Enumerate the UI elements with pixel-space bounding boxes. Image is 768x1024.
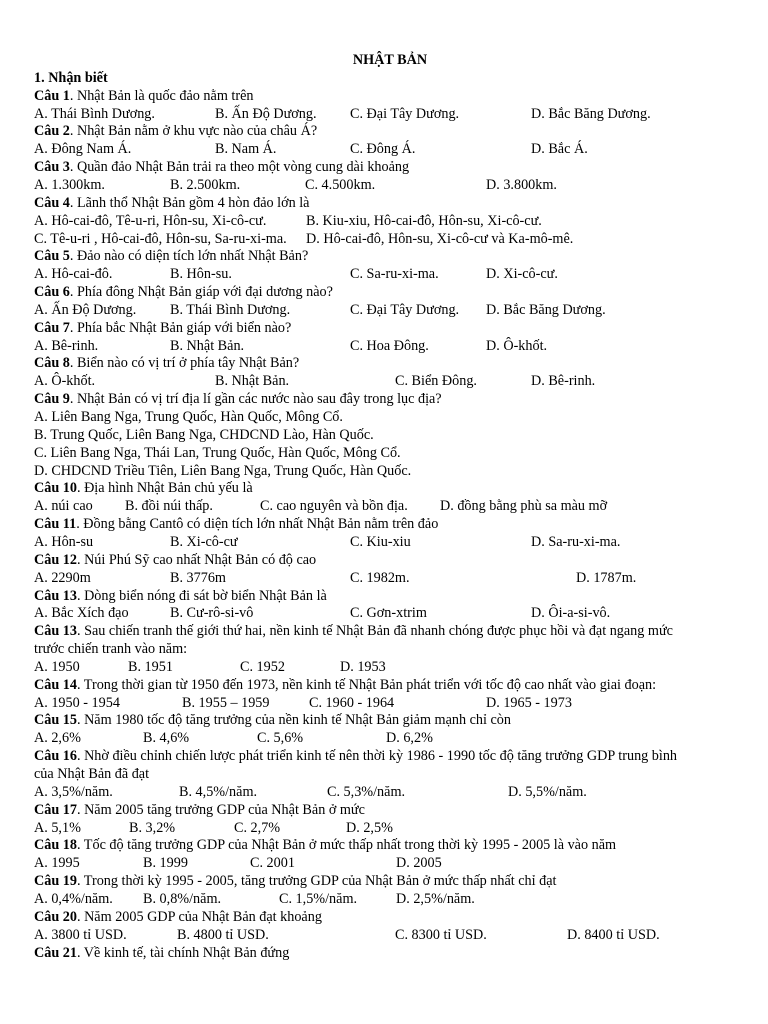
question-text: . Phía bắc Nhật Bản giáp với biển nào? (69, 319, 292, 336)
answer-option[interactable]: A. 1950 - 1954 (34, 694, 120, 711)
question-text: . Phía đông Nhật Bản giáp với đại dương nào? (69, 284, 333, 301)
answer-option[interactable]: B. 3776m (170, 569, 226, 586)
answer-option[interactable]: B. Thái Bình Dương. (170, 301, 291, 318)
answer-option[interactable]: C. 5,6% (257, 730, 304, 747)
answer-option[interactable]: A. 5,1% (34, 819, 81, 836)
question-stem (34, 391, 442, 409)
question-stem (34, 837, 616, 855)
answer-option[interactable]: A. Đông Nam Á. (34, 141, 132, 158)
answer-option[interactable]: A. Liên Bang Nga, Trung Quốc, Hàn Quốc, Mông Cổ. (34, 409, 343, 425)
question-number: Câu 8 (34, 355, 70, 372)
answer-option[interactable]: A. 1.300km. (34, 176, 105, 193)
question-text: . Nhờ điều chỉnh chiến lược phát triển kinh tế nên thời kỳ 1986 - 1990 tốc độ tăng trưởng GDP trung bình (76, 748, 678, 765)
answer-option[interactable]: A. Hôn-su (34, 533, 94, 550)
answer-option[interactable]: C. 8300 tỉ USD. (395, 926, 487, 943)
answer-option[interactable]: B. Nam Á. (215, 141, 277, 158)
section-heading: 1. Nhận biết (34, 69, 108, 86)
answer-option[interactable]: C. 1,5%/năm. (279, 890, 358, 907)
answer-option[interactable]: D. CHDCND Triều Tiên, Liên Bang Nga, Trung Quốc, Hàn Quốc. (34, 462, 412, 479)
question-stem (34, 623, 673, 641)
answer-option[interactable]: A. 1950 (34, 658, 80, 675)
answer-option[interactable]: C. Đông Á. (350, 141, 416, 158)
answer-option[interactable]: D. Ôi-a-si-vô. (531, 605, 611, 622)
answer-option[interactable]: D. 2005 (396, 855, 442, 872)
answer-option[interactable]: A. Bê-rinh. (34, 337, 99, 354)
answer-option[interactable]: D. Bắc Á. (531, 141, 588, 158)
question-stem (34, 712, 511, 730)
answer-option[interactable]: A. 0,4%/năm. (34, 890, 113, 907)
answer-option[interactable]: C. Liên Bang Nga, Thái Lan, Trung Quốc, Hàn Quốc, Mông Cổ. (34, 444, 401, 461)
answer-option[interactable]: A. Bắc Xích đạo (34, 605, 129, 622)
question-text: . Về kinh tế, tài chính Nhật Bản đứng (76, 944, 290, 961)
question-text: . Năm 2005 GDP của Nhật Bản đạt khoảng (76, 908, 322, 925)
answer-option[interactable]: B. đồi núi thấp. (125, 498, 213, 515)
question-text: . Nhật Bản là quốc đảo nằm trên (69, 87, 254, 104)
question-text: . Dòng biển nóng đi sát bờ biển Nhật Bản là (76, 587, 327, 604)
question-stem (34, 873, 556, 891)
question-text-continued: trước chiến tranh vào năm: (34, 641, 188, 658)
question-stem (34, 355, 299, 373)
page-title: NHẬT BẢN (352, 52, 428, 68)
question-text: . Đảo nào có diện tích lớn nhất Nhật Bản? (69, 248, 309, 265)
answer-option[interactable]: D. Ô-khốt. (486, 337, 548, 354)
question-text: . Lãnh thổ Nhật Bản gồm 4 hòn đảo lớn là (69, 194, 310, 211)
answer-option[interactable]: B. 1999 (143, 855, 188, 872)
answer-option[interactable]: C. 5,3%/năm. (327, 783, 406, 800)
answer-option[interactable]: D. 2,5% (346, 819, 393, 836)
answer-option[interactable]: D. Bê-rinh. (531, 373, 596, 390)
answer-option[interactable]: D. Xi-cô-cư. (486, 266, 558, 283)
question-text: . Quần đảo Nhật Bản trải ra theo một vòng cung dài khoảng (69, 159, 410, 176)
question-number: Câu 9 (34, 391, 70, 408)
answer-option[interactable]: C. 4.500km. (305, 176, 376, 193)
question-stem (34, 748, 677, 766)
answer-option[interactable]: A. 2,6% (34, 730, 81, 747)
question-stem (34, 677, 656, 695)
question-number: Câu 5 (34, 248, 70, 265)
answer-option[interactable]: A. 3,5%/năm. (34, 783, 113, 800)
answer-option[interactable]: B. Nhật Bản. (215, 373, 290, 390)
question-number: Câu 2 (34, 123, 70, 140)
question-text: . Năm 1980 tốc độ tăng trưởng của nền kinh tế Nhật Bản giảm mạnh chỉ còn (76, 712, 511, 729)
question-text: . Nhật Bản có vị trí địa lí gần các nước nào sau đây trong lục địa? (69, 391, 442, 408)
question-stem (34, 248, 308, 266)
answer-option[interactable]: D. 2,5%/năm. (396, 890, 475, 907)
answer-option[interactable]: D. Bắc Băng Dương. (486, 301, 606, 318)
answer-option[interactable]: C. Đại Tây Dương. (350, 105, 460, 122)
question-text: . Trong thời gian từ 1950 đến 1973, nền kinh tế Nhật Bản phát triển với tốc độ cao nhất vào giai đoạn: (76, 676, 657, 693)
question-number: Câu 14 (34, 676, 77, 693)
question-number: Câu 19 (34, 873, 77, 890)
answer-option[interactable]: A. núi cao (34, 498, 93, 515)
question-number: Câu 18 (34, 837, 77, 854)
question-stem (34, 123, 317, 141)
question-stem (34, 516, 438, 534)
question-text: . Sau chiến tranh thế giới thứ hai, nền kinh tế Nhật Bản đã nhanh chóng được phục hồi và đạt ngang mức (76, 623, 673, 640)
answer-option[interactable]: C. Sa-ru-xi-ma. (350, 266, 439, 283)
question-number: Câu 3 (34, 159, 70, 176)
answer-option[interactable]: B. Kiu-xiu, Hô-cai-đô, Hôn-su, Xi-cô-cư. (306, 212, 542, 229)
answer-option[interactable]: A. 2290m (34, 569, 91, 586)
answer-option[interactable]: B. 0,8%/năm. (143, 890, 222, 907)
answer-option[interactable]: C. Đại Tây Dương. (350, 301, 460, 318)
answer-option[interactable]: D. 1953 (340, 658, 386, 675)
question-stem (34, 945, 289, 963)
question-number: Câu 7 (34, 319, 70, 336)
question-text: . Trong thời kỳ 1995 - 2005, tăng trưởng GDP của Nhật Bản ở mức thấp nhất chỉ đạt (76, 873, 557, 890)
question-number: Câu 10 (34, 480, 77, 497)
question-text: . Địa hình Nhật Bản chủ yếu là (76, 480, 253, 497)
question-number: Câu 13 (34, 587, 77, 604)
question-text: . Nhật Bản nằm ở khu vực nào của châu Á? (69, 123, 318, 140)
question-stem (34, 909, 322, 927)
answer-option[interactable]: B. 2.500km. (170, 176, 241, 193)
answer-option[interactable]: B. Cư-rô-si-vô (170, 605, 254, 622)
question-number: Câu 16 (34, 748, 77, 765)
answer-option[interactable]: B. 1951 (128, 658, 173, 675)
answer-option[interactable]: C. Gơn-xtrim (350, 605, 427, 622)
question-stem (34, 284, 333, 302)
answer-option[interactable]: C. 2001 (250, 855, 295, 872)
answer-option[interactable]: C. 1982m. (350, 569, 410, 586)
answer-option[interactable]: C. Biển Đông. (395, 373, 477, 390)
question-stem (34, 320, 291, 338)
question-number: Câu 12 (34, 551, 77, 568)
answer-option[interactable]: C. 1960 - 1964 (309, 694, 395, 711)
question-text: . Biển nào có vị trí ở phía tây Nhật Bản? (69, 355, 300, 372)
answer-option[interactable]: A. 3800 tỉ USD. (34, 926, 127, 943)
answer-option[interactable]: C. Tê-u-ri , Hô-cai-đô, Hôn-su, Sa-ru-xi-ma. (34, 230, 287, 247)
question-stem (34, 588, 327, 606)
answer-option[interactable]: B. Trung Quốc, Liên Bang Nga, CHDCND Lào, Hàn Quốc. (34, 426, 374, 443)
answer-option[interactable]: B. Nhật Bản. (170, 337, 245, 354)
answer-option[interactable]: B. 4,6% (143, 730, 190, 747)
question-stem (34, 552, 316, 570)
answer-option[interactable]: B. Ấn Độ Dương. (215, 105, 317, 122)
answer-option[interactable]: D. Hô-cai-đô, Hôn-su, Xi-cô-cư và Ka-mô-mê. (306, 230, 574, 247)
answer-option[interactable]: B. Hôn-su. (170, 266, 232, 283)
answer-option[interactable]: C. cao nguyên và bồn địa. (260, 498, 408, 515)
answer-option[interactable]: A. Hô-cai-đô, Tê-u-ri, Hôn-su, Xi-cô-cư. (34, 212, 267, 229)
answer-option[interactable]: B. 3,2% (129, 819, 176, 836)
question-stem (34, 159, 409, 177)
question-number: Câu 1 (34, 87, 70, 104)
question-text: . Tốc độ tăng trưởng GDP của Nhật Bản ở mức thấp nhất trong thời kỳ 1995 - 2005 là vào năm (76, 837, 617, 854)
answer-option[interactable]: A. Ấn Độ Dương. (34, 301, 137, 318)
question-stem (34, 195, 309, 213)
answer-option[interactable]: B. 1955 – 1959 (182, 694, 270, 711)
answer-option[interactable]: D. đồng bằng phù sa màu mỡ (440, 498, 608, 515)
question-text: . Năm 2005 tăng trưởng GDP của Nhật Bản ở mức (76, 801, 365, 818)
question-number: Câu 20 (34, 908, 77, 925)
answer-option[interactable]: C. Kiu-xiu (350, 533, 411, 550)
question-text-continued: của Nhật Bản đã đạt (34, 766, 150, 782)
answer-option[interactable]: D. Bắc Băng Dương. (531, 105, 651, 122)
question-text: . Đồng bằng Cantô có diện tích lớn nhất Nhật Bản nằm trên đảo (76, 516, 439, 533)
question-number: Câu 17 (34, 801, 77, 818)
question-stem (34, 480, 253, 498)
question-number: Câu 15 (34, 712, 77, 729)
answer-option[interactable]: C. 1952 (240, 658, 285, 675)
answer-option[interactable]: A. 1995 (34, 855, 80, 872)
answer-option[interactable]: D. 8400 tỉ USD. (567, 926, 660, 943)
answer-option[interactable]: A. Thái Bình Dương. (34, 105, 155, 122)
answer-option[interactable]: D. 1787m. (576, 569, 637, 586)
question-number: Câu 21 (34, 944, 77, 961)
question-text: . Núi Phú Sỹ cao nhất Nhật Bản có độ cao (76, 551, 317, 568)
question-stem (34, 88, 253, 106)
answer-option[interactable]: C. 2,7% (234, 819, 281, 836)
answer-option[interactable]: A. Ô-khốt. (34, 373, 96, 390)
answer-option[interactable]: C. Hoa Đông. (350, 337, 429, 354)
answer-option[interactable]: D. 3.800km. (486, 176, 557, 193)
answer-option[interactable]: D. Sa-ru-xi-ma. (531, 533, 621, 550)
answer-option[interactable]: B. 4800 tỉ USD. (177, 926, 269, 943)
question-number: Câu 6 (34, 284, 70, 301)
answer-option[interactable]: A. Hô-cai-đô. (34, 266, 113, 283)
question-number: Câu 11 (34, 516, 77, 533)
question-number: Câu 4 (34, 194, 70, 211)
answer-option[interactable]: B. Xi-cô-cư (170, 533, 238, 550)
question-number: Câu 13 (34, 623, 77, 640)
answer-option[interactable]: D. 1965 - 1973 (486, 694, 572, 711)
answer-option[interactable]: B. 4,5%/năm. (179, 783, 258, 800)
question-stem (34, 802, 365, 820)
answer-option[interactable]: D. 5,5%/năm. (508, 783, 587, 800)
answer-option[interactable]: D. 6,2% (386, 730, 433, 747)
